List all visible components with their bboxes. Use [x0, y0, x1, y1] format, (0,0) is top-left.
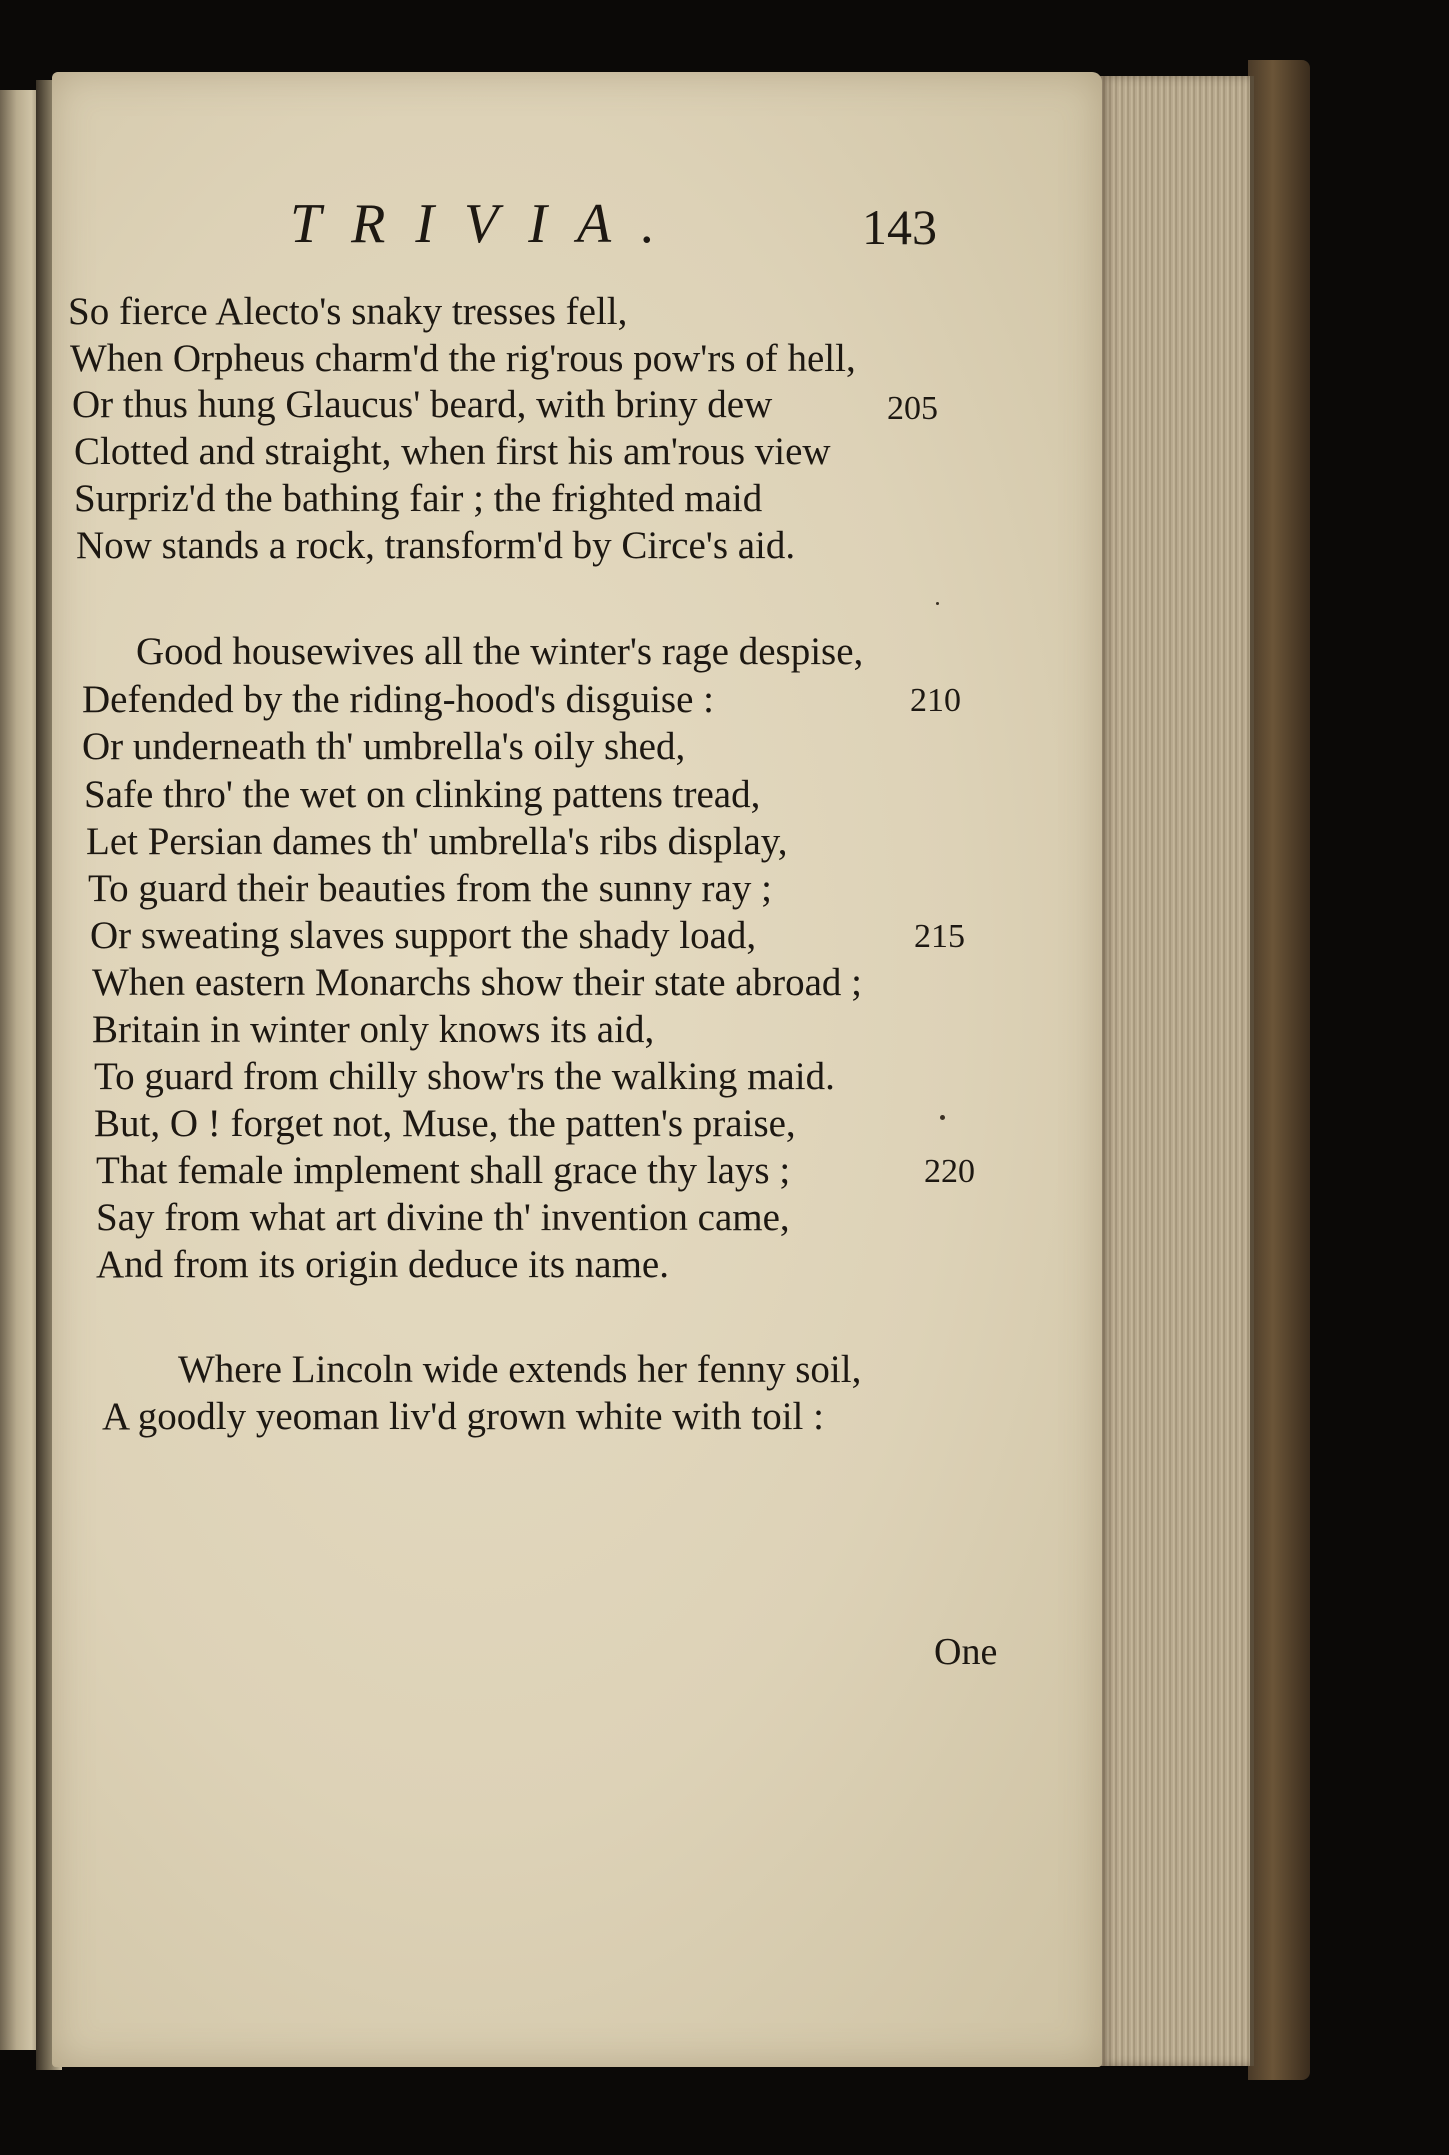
verse-line: And from its origin deduce its name. [96, 1243, 669, 1286]
verse-line: Let Persian dames th' umbrella's ribs display, [86, 820, 788, 863]
verse-line: Good housewives all the winter's rage despise, [136, 630, 864, 673]
verse-line: That female implement shall grace thy lays ; [96, 1149, 791, 1192]
book-cover-board [1248, 60, 1310, 2080]
verse-line: Or thus hung Glaucus' beard, with briny dew [72, 383, 773, 426]
catchword: One [934, 1631, 998, 1673]
book-page [52, 72, 1102, 2067]
verse-line: Or underneath th' umbrella's oily shed, [82, 725, 686, 768]
line-number: 205 [887, 390, 938, 427]
verse-line: Defended by the riding-hood's disguise : [82, 678, 714, 721]
running-head [52, 192, 1102, 282]
verse-line: Safe thro' the wet on clinking pattens tread, [84, 773, 761, 816]
verse-line: Surpriz'd the bathing fair ; the frighted maid [74, 477, 763, 520]
line-number: 220 [924, 1153, 975, 1190]
verse-line: When eastern Monarchs show their state abroad ; [92, 961, 862, 1004]
page-text-block [52, 72, 1102, 2067]
verse-line: To guard from chilly show'rs the walking maid. [94, 1055, 835, 1098]
verse-line: So fierce Alecto's snaky tresses fell, [68, 290, 628, 333]
verse-line: Britain in winter only knows its aid, [92, 1008, 655, 1051]
paper-speck [940, 1115, 945, 1120]
verse-line: When Orpheus charm'd the rig'rous pow'rs of hell, [70, 337, 856, 380]
page-number: 143 [862, 199, 937, 255]
verse-line: Say from what art divine th' invention came, [96, 1196, 790, 1239]
verse-line: Or sweating slaves support the shady load, [90, 914, 757, 957]
verse-line: Where Lincoln wide extends her fenny soil, [178, 1348, 862, 1391]
verse-line: A goodly yeoman liv'd grown white with toil : [102, 1395, 824, 1438]
verse-line: To guard their beauties from the sunny ray ; [88, 867, 772, 910]
verse-line: But, O ! forget not, Muse, the patten's praise, [94, 1102, 796, 1145]
paper-speck [936, 602, 939, 605]
verse-line: Now stands a rock, transform'd by Circe's aid. [76, 524, 796, 567]
verse-line: Clotted and straight, when first his am'rous view [74, 430, 831, 473]
running-title: TRIVIA. [290, 193, 686, 255]
line-number: 210 [910, 682, 961, 719]
line-number: 215 [914, 918, 965, 955]
page-edges-stack [1100, 76, 1254, 2066]
